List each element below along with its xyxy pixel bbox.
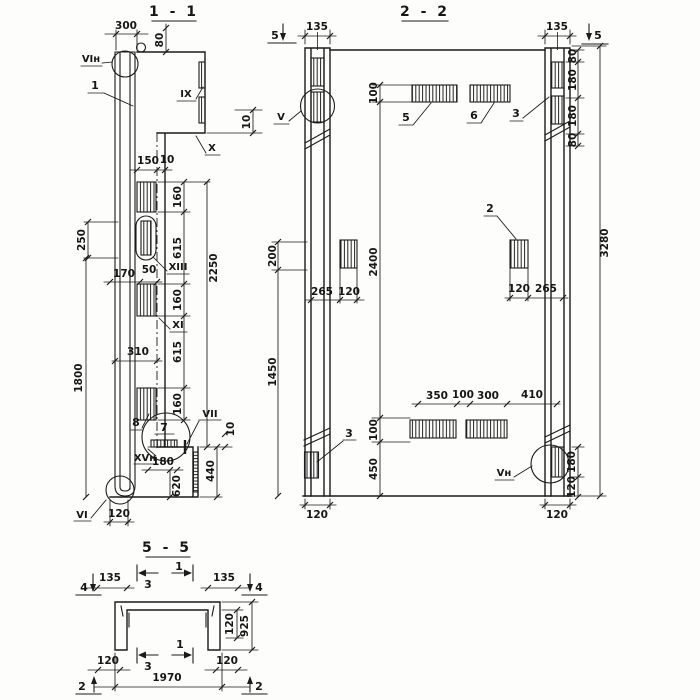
s11-label-xi: XI	[172, 320, 184, 331]
s22-dim-80a: 80	[567, 48, 579, 64]
s22-dim-180b: 180	[567, 105, 579, 127]
s22-dim-265l: 265	[311, 286, 333, 298]
s11-dim-620: 620	[171, 475, 183, 497]
s55-dim-120br: 120	[216, 655, 238, 667]
s11-dim-2250: 2250	[208, 253, 220, 283]
s22-marker-arrow-left	[280, 33, 286, 41]
s11-dim-10a: 10	[241, 114, 253, 130]
s11-dim-80: 80	[154, 32, 166, 48]
s22-part-5: 5	[402, 111, 410, 124]
section-5-5	[76, 540, 267, 694]
s11-dim-160b: 160	[172, 289, 184, 311]
s22-label-vn: Vн	[496, 468, 512, 479]
s11-dim-ticks	[83, 25, 256, 525]
s55-dim-925: 925	[239, 615, 251, 637]
s22-dim-135r: 135	[546, 21, 568, 33]
s55-dim-120bl: 120	[97, 655, 119, 667]
s11-dim-1800: 1800	[73, 363, 85, 393]
s11-part-1: 1	[91, 79, 99, 92]
s11-dim-170: 170	[113, 268, 135, 280]
s11-part-7: 7	[160, 421, 168, 434]
s22-dim-180r: 180	[566, 451, 578, 473]
s22-dim-120rb: 120	[566, 476, 578, 498]
s22-marker-arrow-right	[586, 33, 592, 41]
s22-part-3-left: 3	[345, 427, 353, 440]
s22-dim-100b: 100	[368, 419, 380, 441]
s22-dim-80b: 80	[567, 132, 579, 148]
detail-circle-vin	[112, 51, 138, 77]
s11-hatch-blocks	[137, 62, 205, 492]
s11-label-xvn: XVн	[133, 453, 157, 464]
s22-dim-2400: 2400	[368, 247, 380, 277]
s55-dim-135r: 135	[213, 572, 235, 584]
s22-dim-120r: 120	[508, 283, 530, 295]
s11-label-vii: VII	[202, 409, 218, 420]
s11-dim-615b: 615	[172, 341, 184, 363]
s22-dim-100t: 100	[368, 82, 380, 104]
s55-marker-4-right: 4	[255, 581, 263, 594]
s55-marker-1-bottom: 1	[176, 638, 184, 651]
s55-marker-3-top: 3	[144, 578, 152, 591]
s22-dim-265r: 265	[535, 283, 557, 295]
section-2-2	[267, 4, 611, 521]
s22-marker-5-left: 5	[271, 29, 279, 42]
s11-label-xiii: XIII	[168, 262, 188, 273]
s11-label-ix: IX	[180, 89, 192, 100]
s22-label-v: V	[277, 112, 285, 123]
s22-dim-120bl: 120	[306, 509, 328, 521]
s11-label-vin: VIн	[81, 54, 101, 65]
s11-dim-50: 50	[141, 264, 157, 276]
s11-lifting-loop	[137, 43, 146, 52]
s11-dim-10c: 10	[225, 421, 237, 437]
s22-dim-135l: 135	[306, 21, 328, 33]
s22-dim-300: 300	[477, 390, 499, 402]
s11-dim-180: 180	[152, 456, 174, 468]
s55-marker-2-left: 2	[78, 680, 86, 693]
s11-part-8: 8	[132, 416, 140, 429]
s55-title: 5 - 5	[141, 540, 193, 556]
s11-dim-250: 250	[76, 229, 88, 251]
s55-dim-1970: 1970	[152, 672, 182, 684]
s22-dim-120br: 120	[546, 509, 568, 521]
s11-label-x: X	[208, 143, 216, 154]
s22-dim-450: 450	[368, 458, 380, 480]
s22-dim-3280: 3280	[599, 228, 611, 258]
s11-dim-310: 310	[127, 346, 149, 358]
s55-marker-2-right: 2	[255, 680, 263, 693]
s22-dim-350: 350	[426, 390, 448, 402]
s22-dim-180a: 180	[567, 69, 579, 91]
s11-dim-150: 150	[137, 155, 159, 167]
s22-dim-200: 200	[267, 245, 279, 267]
s55-corner-marks	[121, 606, 214, 627]
s22-part-3-right: 3	[512, 107, 520, 120]
s11-dim-300: 300	[115, 20, 137, 32]
s22-part-6: 6	[470, 109, 478, 122]
s55-marker-4-left: 4	[80, 581, 88, 594]
s11-dim-10b: 10	[159, 154, 175, 166]
s11-dim-160c: 160	[172, 393, 184, 415]
s22-dim-1450: 1450	[267, 357, 279, 387]
s11-dim-120: 120	[108, 508, 130, 520]
s55-channel-outline	[115, 602, 220, 650]
s22-title: 2 - 2	[399, 4, 451, 20]
s22-dim-120l: 120	[338, 286, 360, 298]
s11-label-vi: VI	[76, 510, 88, 521]
s11-title: 1 - 1	[148, 4, 200, 20]
s22-dim-100m: 100	[452, 389, 474, 401]
s55-marker-1-top: 1	[175, 560, 183, 573]
s55-dim-135l: 135	[99, 572, 121, 584]
s11-dim-160a: 160	[172, 186, 184, 208]
s11-dim-615a: 615	[172, 237, 184, 259]
s22-hatch-blocks	[305, 58, 565, 478]
s55-marker-3-bottom: 3	[144, 660, 152, 673]
s22-column-axis-ticks	[318, 32, 558, 50]
s22-part-2: 2	[486, 202, 494, 215]
section-1-1	[73, 4, 262, 526]
s22-marker-5-right: 5	[594, 29, 602, 42]
s55-dim-120r: 120	[224, 613, 236, 635]
s11-dim-440: 440	[205, 460, 217, 482]
s22-dim-410: 410	[521, 389, 543, 401]
